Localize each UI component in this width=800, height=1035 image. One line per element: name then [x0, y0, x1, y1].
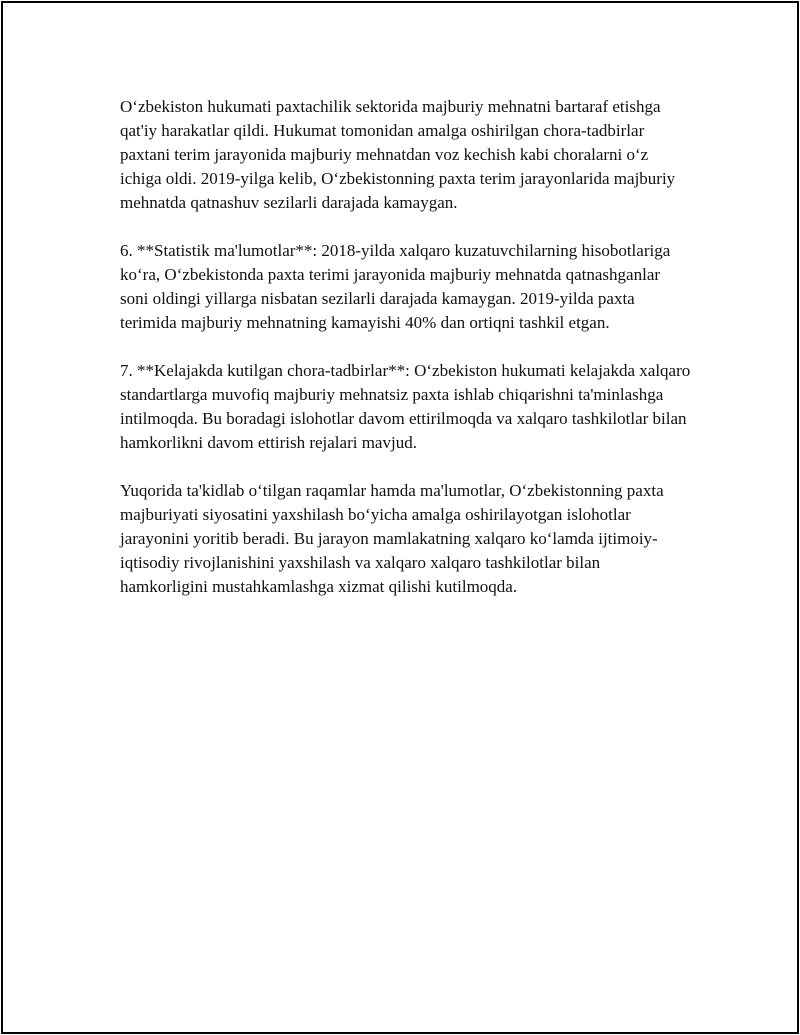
paragraph-statistics: 6. **Statistik ma'lumotlar**: 2018-yilda xalqaro kuzatuvchilarning hisobotlariga ko‘ra, O‘zbekistonda paxta terimi jarayonida majburiy mehnatda qatnashganlar soni oldingi yillarga nisbatan sezilarli darajada kamaygan. 2019-yilda paxta terimida majburiy mehnatning kamayishi 40% dan ortiqni tashkil etgan.: [120, 241, 671, 332]
document-body: [120, 95, 692, 623]
paragraph-intro: O‘zbekiston hukumati paxtachilik sektorida majburiy mehnatni bartaraf etishga qat'iy harakatlar qildi. Hukumat tomonidan amalga oshirilgan chora-tadbirlar paxtani terim jarayonida majburiy mehnatdan voz kechish kabi choralarni o‘z ichiga oldi. 2019-yilga kelib, O‘zbekistonning paxta terim jarayonlarida majburiy mehnatda qatnashuv sezilarli darajada kamaygan.: [120, 97, 676, 212]
paragraph-conclusion: Yuqorida ta'kidlab o‘tilgan raqamlar hamda ma'lumotlar, O‘zbekistonning paxta majburiyati siyosatini yaxshilash bo‘yicha amalga oshirilayotgan islohotlar jarayonini yoritib beradi. Bu jarayon mamlakatning xalqaro ko‘lamda ijtimoiy-iqtisodiy rivojlanishini yaxshilash va xalqaro xalqaro tashkilotlar bilan hamkorligini mustahkamlashga xizmat qilishi kutilmoqda.: [120, 481, 664, 596]
paragraph-future-measures: 7. **Kelajakda kutilgan chora-tadbirlar**: O‘zbekiston hukumati kelajakda xalqaro standartlarga muvofiq majburiy mehnatsiz paxta ishlab chiqarishni ta'minlashga intilmoqda. Bu boradagi islohotlar davom ettirilmoqda va xalqaro tashkilotlar bilan hamkorlikni davom ettirish rejalari mavjud.: [120, 361, 691, 452]
document-page: [1, 1, 799, 1034]
